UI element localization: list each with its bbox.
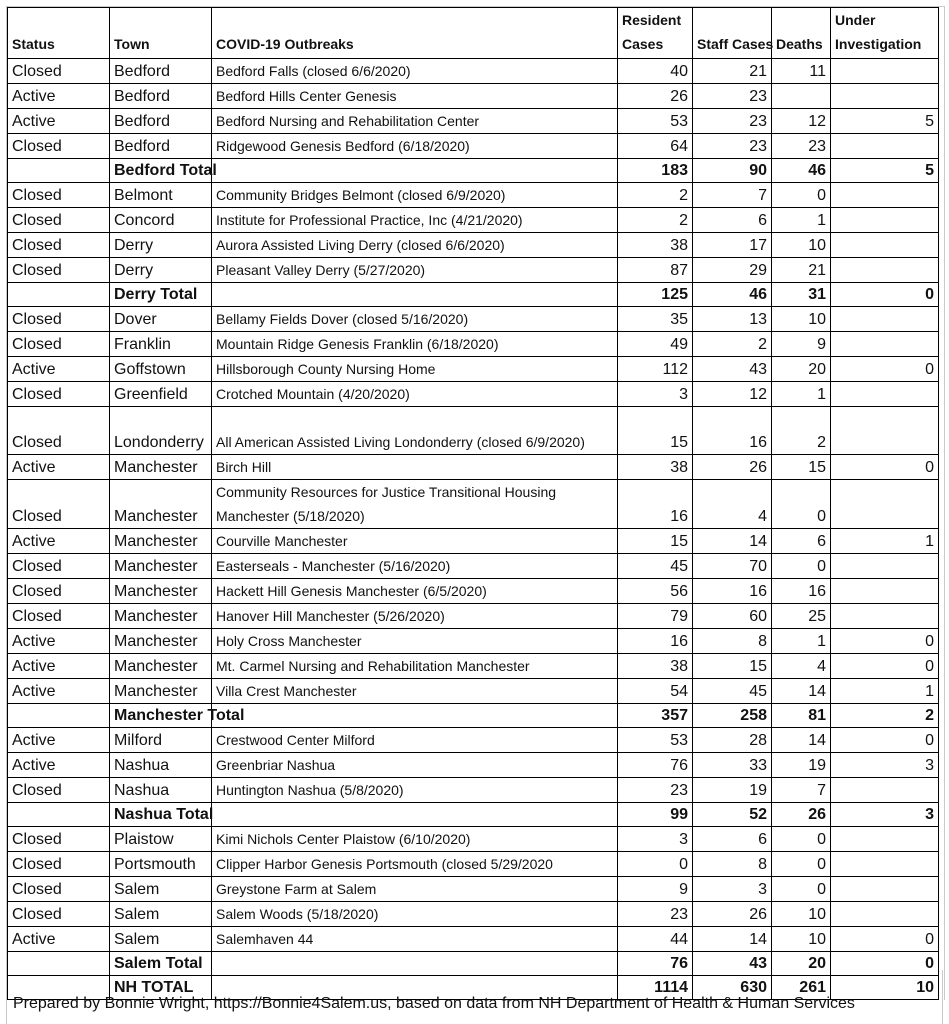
under-investigation-cell — [831, 307, 939, 332]
resident-cases-cell: 44 — [618, 927, 693, 952]
resident-cases-cell: 40 — [618, 59, 693, 84]
resident-cases-cell: 125 — [618, 283, 693, 307]
town-cell: Bedford — [110, 134, 212, 159]
under-investigation-cell — [831, 579, 939, 604]
status-cell: Active — [8, 927, 110, 952]
outbreak-cell — [212, 803, 618, 827]
resident-cases-cell: 1114 — [618, 976, 693, 1000]
deaths-cell: 20 — [772, 357, 831, 382]
table-row — [8, 480, 939, 529]
outbreak-cell: Huntington Nashua (5/8/2020) — [212, 778, 618, 803]
under-investigation-cell: 0 — [831, 927, 939, 952]
town-cell: Concord — [110, 208, 212, 233]
header-row — [8, 8, 939, 59]
staff-cases-cell: 45 — [693, 679, 772, 704]
status-cell: Active — [8, 455, 110, 480]
town-cell: Portsmouth — [110, 852, 212, 877]
staff-cases-cell: 15 — [693, 654, 772, 679]
outbreak-cell: Hanover Hill Manchester (5/26/2020) — [212, 604, 618, 629]
table-row — [8, 728, 939, 753]
under-investigation-cell — [831, 134, 939, 159]
resident-cases-cell: 56 — [618, 579, 693, 604]
outbreak-cell: Holy Cross Manchester — [212, 629, 618, 654]
outbreak-cell: Crestwood Center Milford — [212, 728, 618, 753]
deaths-cell: 11 — [772, 59, 831, 84]
outbreak-cell: Hackett Hill Genesis Manchester (6/5/2020) — [212, 579, 618, 604]
under-investigation-cell — [831, 902, 939, 927]
town-cell: Manchester — [110, 654, 212, 679]
table-row — [8, 307, 939, 332]
outbreak-cell: Mountain Ridge Genesis Franklin (6/18/2020) — [212, 332, 618, 357]
deaths-cell: 0 — [772, 554, 831, 579]
status-cell: Closed — [8, 827, 110, 852]
deaths-cell — [772, 84, 831, 109]
status-cell: Closed — [8, 258, 110, 283]
staff-cases-cell: 4 — [693, 480, 772, 529]
resident-cases-cell: 16 — [618, 480, 693, 529]
under-investigation-cell — [831, 59, 939, 84]
outbreak-cell: Aurora Assisted Living Derry (closed 6/6/2020) — [212, 233, 618, 258]
table-row — [8, 357, 939, 382]
table-row — [8, 877, 939, 902]
status-cell: Active — [8, 679, 110, 704]
outbreak-cell: Community Bridges Belmont (closed 6/9/2020) — [212, 183, 618, 208]
footer-note: Prepared by Bonnie Wright, https://Bonnie4Salem.us, based on data from NH Department of Health & Human Services — [6, 970, 943, 1024]
total-row — [8, 159, 939, 183]
outbreak-cell: Kimi Nichols Center Plaistow (6/10/2020) — [212, 827, 618, 852]
staff-cases-cell: 33 — [693, 753, 772, 778]
outbreak-cell: Pleasant Valley Derry (5/27/2020) — [212, 258, 618, 283]
deaths-cell: 0 — [772, 480, 831, 529]
status-cell: Active — [8, 529, 110, 554]
outbreak-cell: Birch Hill — [212, 455, 618, 480]
outbreak-cell: Bedford Falls (closed 6/6/2020) — [212, 59, 618, 84]
deaths-cell: 26 — [772, 803, 831, 827]
town-cell: Manchester — [110, 554, 212, 579]
status-cell: Active — [8, 357, 110, 382]
status-cell: Closed — [8, 877, 110, 902]
resident-cases-cell: 183 — [618, 159, 693, 183]
status-cell — [8, 283, 110, 307]
resident-cases-cell: 45 — [618, 554, 693, 579]
outbreak-cell: Courville Manchester — [212, 529, 618, 554]
table-row — [8, 679, 939, 704]
resident-cases-cell: 23 — [618, 778, 693, 803]
status-cell: Closed — [8, 902, 110, 927]
deaths-cell: 10 — [772, 902, 831, 927]
staff-cases-cell: 29 — [693, 258, 772, 283]
table-row — [8, 84, 939, 109]
status-cell — [8, 704, 110, 728]
town-cell: Nashua — [110, 778, 212, 803]
town-cell: Manchester — [110, 629, 212, 654]
resident-cases-cell: 64 — [618, 134, 693, 159]
deaths-cell: 21 — [772, 258, 831, 283]
status-cell: Closed — [8, 480, 110, 529]
deaths-cell: 31 — [772, 283, 831, 307]
resident-cases-cell: 2 — [618, 208, 693, 233]
resident-cases-cell: 15 — [618, 529, 693, 554]
outbreak-cell: Greystone Farm at Salem — [212, 877, 618, 902]
under-investigation-cell: 5 — [831, 159, 939, 183]
under-investigation-cell: 2 — [831, 704, 939, 728]
resident-cases-cell: 357 — [618, 704, 693, 728]
table-row — [8, 407, 939, 455]
deaths-cell: 15 — [772, 455, 831, 480]
town-cell: Greenfield — [110, 382, 212, 407]
resident-cases-cell: 54 — [618, 679, 693, 704]
resident-cases-cell: 9 — [618, 877, 693, 902]
staff-cases-cell: 23 — [693, 109, 772, 134]
deaths-cell: 9 — [772, 332, 831, 357]
status-cell: Closed — [8, 233, 110, 258]
status-cell: Closed — [8, 208, 110, 233]
header-resident-cases: Resident Cases — [618, 8, 693, 59]
staff-cases-cell: 7 — [693, 183, 772, 208]
table-row — [8, 827, 939, 852]
status-cell: Closed — [8, 579, 110, 604]
table-row — [8, 579, 939, 604]
table-row — [8, 109, 939, 134]
table-row — [8, 778, 939, 803]
table-body — [8, 59, 939, 1000]
under-investigation-cell: 0 — [831, 952, 939, 976]
resident-cases-cell: 53 — [618, 109, 693, 134]
table-row — [8, 529, 939, 554]
under-investigation-cell — [831, 852, 939, 877]
outbreak-cell: Salem Woods (5/18/2020) — [212, 902, 618, 927]
staff-cases-cell: 16 — [693, 407, 772, 455]
under-investigation-cell — [831, 877, 939, 902]
outbreak-cell: Community Resources for Justice Transitional Housing Manchester (5/18/2020) — [212, 480, 618, 529]
status-cell — [8, 803, 110, 827]
under-investigation-cell: 0 — [831, 455, 939, 480]
staff-cases-cell: 258 — [693, 704, 772, 728]
status-cell: Closed — [8, 307, 110, 332]
table-row — [8, 629, 939, 654]
under-investigation-cell — [831, 84, 939, 109]
staff-cases-cell: 26 — [693, 455, 772, 480]
town-cell: Bedford — [110, 59, 212, 84]
status-cell: Active — [8, 654, 110, 679]
under-investigation-cell — [831, 258, 939, 283]
deaths-cell: 4 — [772, 654, 831, 679]
under-investigation-cell — [831, 554, 939, 579]
table-row — [8, 927, 939, 952]
staff-cases-cell: 28 — [693, 728, 772, 753]
table-row — [8, 654, 939, 679]
town-cell: Milford — [110, 728, 212, 753]
deaths-cell: 10 — [772, 233, 831, 258]
staff-cases-cell: 60 — [693, 604, 772, 629]
town-cell: Goffstown — [110, 357, 212, 382]
resident-cases-cell: 76 — [618, 952, 693, 976]
status-cell: Active — [8, 728, 110, 753]
table-row — [8, 183, 939, 208]
staff-cases-cell: 43 — [693, 357, 772, 382]
under-investigation-cell — [831, 208, 939, 233]
staff-cases-cell: 90 — [693, 159, 772, 183]
staff-cases-cell: 6 — [693, 208, 772, 233]
town-cell: Manchester Total — [110, 704, 212, 728]
status-cell: Active — [8, 629, 110, 654]
outbreak-cell — [212, 159, 618, 183]
outbreak-cell: Bedford Hills Center Genesis — [212, 84, 618, 109]
resident-cases-cell: 15 — [618, 407, 693, 455]
deaths-cell: 0 — [772, 827, 831, 852]
town-cell: Manchester — [110, 529, 212, 554]
status-cell: Closed — [8, 59, 110, 84]
resident-cases-cell: 26 — [618, 84, 693, 109]
under-investigation-cell — [831, 407, 939, 455]
town-cell: Salem — [110, 877, 212, 902]
status-cell: Closed — [8, 778, 110, 803]
staff-cases-cell: 23 — [693, 84, 772, 109]
table-row — [8, 455, 939, 480]
deaths-cell: 46 — [772, 159, 831, 183]
town-cell: Bedford — [110, 109, 212, 134]
status-cell: Active — [8, 109, 110, 134]
staff-cases-cell: 14 — [693, 529, 772, 554]
under-investigation-cell — [831, 480, 939, 529]
town-cell: Londonderry — [110, 407, 212, 455]
town-cell: Salem — [110, 927, 212, 952]
town-cell: Salem — [110, 902, 212, 927]
resident-cases-cell: 35 — [618, 307, 693, 332]
outbreaks-table — [7, 7, 939, 1000]
status-cell: Closed — [8, 604, 110, 629]
table-row — [8, 604, 939, 629]
resident-cases-cell: 23 — [618, 902, 693, 927]
outbreak-cell: Crotched Mountain (4/20/2020) — [212, 382, 618, 407]
under-investigation-cell: 0 — [831, 357, 939, 382]
outbreak-cell: All American Assisted Living Londonderry (closed 6/9/2020) — [212, 407, 618, 455]
town-cell: NH TOTAL — [110, 976, 212, 1000]
staff-cases-cell: 17 — [693, 233, 772, 258]
status-cell: Closed — [8, 134, 110, 159]
staff-cases-cell: 43 — [693, 952, 772, 976]
status-cell — [8, 159, 110, 183]
outbreak-cell: Bellamy Fields Dover (closed 5/16/2020) — [212, 307, 618, 332]
deaths-cell: 10 — [772, 927, 831, 952]
outbreak-cell: Hillsborough County Nursing Home — [212, 357, 618, 382]
total-row — [8, 803, 939, 827]
outbreak-cell — [212, 283, 618, 307]
staff-cases-cell: 6 — [693, 827, 772, 852]
town-cell: Franklin — [110, 332, 212, 357]
under-investigation-cell: 0 — [831, 728, 939, 753]
table-row — [8, 852, 939, 877]
table-row — [8, 554, 939, 579]
deaths-cell: 19 — [772, 753, 831, 778]
staff-cases-cell: 8 — [693, 852, 772, 877]
deaths-cell: 2 — [772, 407, 831, 455]
staff-cases-cell: 8 — [693, 629, 772, 654]
staff-cases-cell: 23 — [693, 134, 772, 159]
header-deaths: Deaths — [772, 8, 831, 59]
under-investigation-cell: 3 — [831, 753, 939, 778]
resident-cases-cell: 3 — [618, 827, 693, 852]
under-investigation-cell: 0 — [831, 654, 939, 679]
resident-cases-cell: 16 — [618, 629, 693, 654]
town-cell: Manchester — [110, 455, 212, 480]
under-investigation-cell — [831, 332, 939, 357]
under-investigation-cell: 10 — [831, 976, 939, 1000]
town-cell: Belmont — [110, 183, 212, 208]
under-investigation-cell — [831, 604, 939, 629]
status-cell: Active — [8, 84, 110, 109]
resident-cases-cell: 79 — [618, 604, 693, 629]
deaths-cell: 25 — [772, 604, 831, 629]
header-town: Town — [110, 8, 212, 59]
table-row — [8, 208, 939, 233]
status-cell: Closed — [8, 852, 110, 877]
outbreak-cell: Greenbriar Nashua — [212, 753, 618, 778]
resident-cases-cell: 0 — [618, 852, 693, 877]
table-row — [8, 753, 939, 778]
outbreak-cell: Villa Crest Manchester — [212, 679, 618, 704]
spreadsheet — [6, 6, 945, 1000]
table-row — [8, 59, 939, 84]
deaths-cell: 0 — [772, 852, 831, 877]
resident-cases-cell: 53 — [618, 728, 693, 753]
deaths-cell: 20 — [772, 952, 831, 976]
outbreak-cell: Bedford Nursing and Rehabilitation Center — [212, 109, 618, 134]
deaths-cell: 7 — [772, 778, 831, 803]
resident-cases-cell: 38 — [618, 455, 693, 480]
town-cell: Nashua Total — [110, 803, 212, 827]
header-status: Status — [8, 8, 110, 59]
total-row — [8, 283, 939, 307]
staff-cases-cell: 21 — [693, 59, 772, 84]
deaths-cell: 14 — [772, 679, 831, 704]
resident-cases-cell: 112 — [618, 357, 693, 382]
under-investigation-cell — [831, 778, 939, 803]
table-row — [8, 332, 939, 357]
under-investigation-cell: 0 — [831, 283, 939, 307]
deaths-cell: 12 — [772, 109, 831, 134]
outbreak-cell: Easterseals - Manchester (5/16/2020) — [212, 554, 618, 579]
resident-cases-cell: 49 — [618, 332, 693, 357]
staff-cases-cell: 16 — [693, 579, 772, 604]
table-row — [8, 382, 939, 407]
status-cell: Closed — [8, 183, 110, 208]
outbreak-cell — [212, 704, 618, 728]
outbreak-cell: Mt. Carmel Nursing and Rehabilitation Manchester — [212, 654, 618, 679]
deaths-cell: 1 — [772, 629, 831, 654]
under-investigation-cell: 5 — [831, 109, 939, 134]
status-cell: Active — [8, 753, 110, 778]
deaths-cell: 6 — [772, 529, 831, 554]
staff-cases-cell: 12 — [693, 382, 772, 407]
deaths-cell: 0 — [772, 183, 831, 208]
town-cell: Manchester — [110, 604, 212, 629]
staff-cases-cell: 14 — [693, 927, 772, 952]
town-cell: Manchester — [110, 480, 212, 529]
deaths-cell: 0 — [772, 877, 831, 902]
deaths-cell: 23 — [772, 134, 831, 159]
deaths-cell: 1 — [772, 208, 831, 233]
town-cell: Derry Total — [110, 283, 212, 307]
town-cell: Derry — [110, 233, 212, 258]
resident-cases-cell: 87 — [618, 258, 693, 283]
deaths-cell: 81 — [772, 704, 831, 728]
header-under-investigation: Under Investigation — [831, 8, 939, 59]
town-cell: Nashua — [110, 753, 212, 778]
staff-cases-cell: 3 — [693, 877, 772, 902]
town-cell: Salem Total — [110, 952, 212, 976]
table-row — [8, 258, 939, 283]
town-cell: Plaistow — [110, 827, 212, 852]
header-outbreaks: COVID-19 Outbreaks — [212, 8, 618, 59]
under-investigation-cell — [831, 827, 939, 852]
status-cell: Closed — [8, 407, 110, 455]
outbreak-cell: Clipper Harbor Genesis Portsmouth (closed 5/29/2020 — [212, 852, 618, 877]
staff-cases-cell: 46 — [693, 283, 772, 307]
under-investigation-cell: 0 — [831, 629, 939, 654]
under-investigation-cell: 1 — [831, 679, 939, 704]
resident-cases-cell: 99 — [618, 803, 693, 827]
staff-cases-cell: 70 — [693, 554, 772, 579]
deaths-cell: 1 — [772, 382, 831, 407]
table-row — [8, 233, 939, 258]
resident-cases-cell: 2 — [618, 183, 693, 208]
under-investigation-cell — [831, 183, 939, 208]
under-investigation-cell — [831, 233, 939, 258]
deaths-cell: 261 — [772, 976, 831, 1000]
status-cell: Closed — [8, 554, 110, 579]
under-investigation-cell — [831, 382, 939, 407]
outbreak-cell: Institute for Professional Practice, Inc (4/21/2020) — [212, 208, 618, 233]
resident-cases-cell: 38 — [618, 233, 693, 258]
staff-cases-cell: 26 — [693, 902, 772, 927]
town-cell: Bedford Total — [110, 159, 212, 183]
deaths-cell: 16 — [772, 579, 831, 604]
deaths-cell: 10 — [772, 307, 831, 332]
staff-cases-cell: 19 — [693, 778, 772, 803]
status-cell: Closed — [8, 332, 110, 357]
resident-cases-cell: 3 — [618, 382, 693, 407]
total-row — [8, 704, 939, 728]
status-cell: Closed — [8, 382, 110, 407]
staff-cases-cell: 13 — [693, 307, 772, 332]
under-investigation-cell: 1 — [831, 529, 939, 554]
outbreak-cell: Salemhaven 44 — [212, 927, 618, 952]
staff-cases-cell: 630 — [693, 976, 772, 1000]
staff-cases-cell: 52 — [693, 803, 772, 827]
deaths-cell: 14 — [772, 728, 831, 753]
town-cell: Bedford — [110, 84, 212, 109]
staff-cases-cell: 2 — [693, 332, 772, 357]
town-cell: Derry — [110, 258, 212, 283]
town-cell: Dover — [110, 307, 212, 332]
resident-cases-cell: 76 — [618, 753, 693, 778]
table-row — [8, 134, 939, 159]
resident-cases-cell: 38 — [618, 654, 693, 679]
table-row — [8, 902, 939, 927]
under-investigation-cell: 3 — [831, 803, 939, 827]
town-cell: Manchester — [110, 579, 212, 604]
town-cell: Manchester — [110, 679, 212, 704]
header-staff-cases: Staff Cases — [693, 8, 772, 59]
outbreak-cell: Ridgewood Genesis Bedford (6/18/2020) — [212, 134, 618, 159]
